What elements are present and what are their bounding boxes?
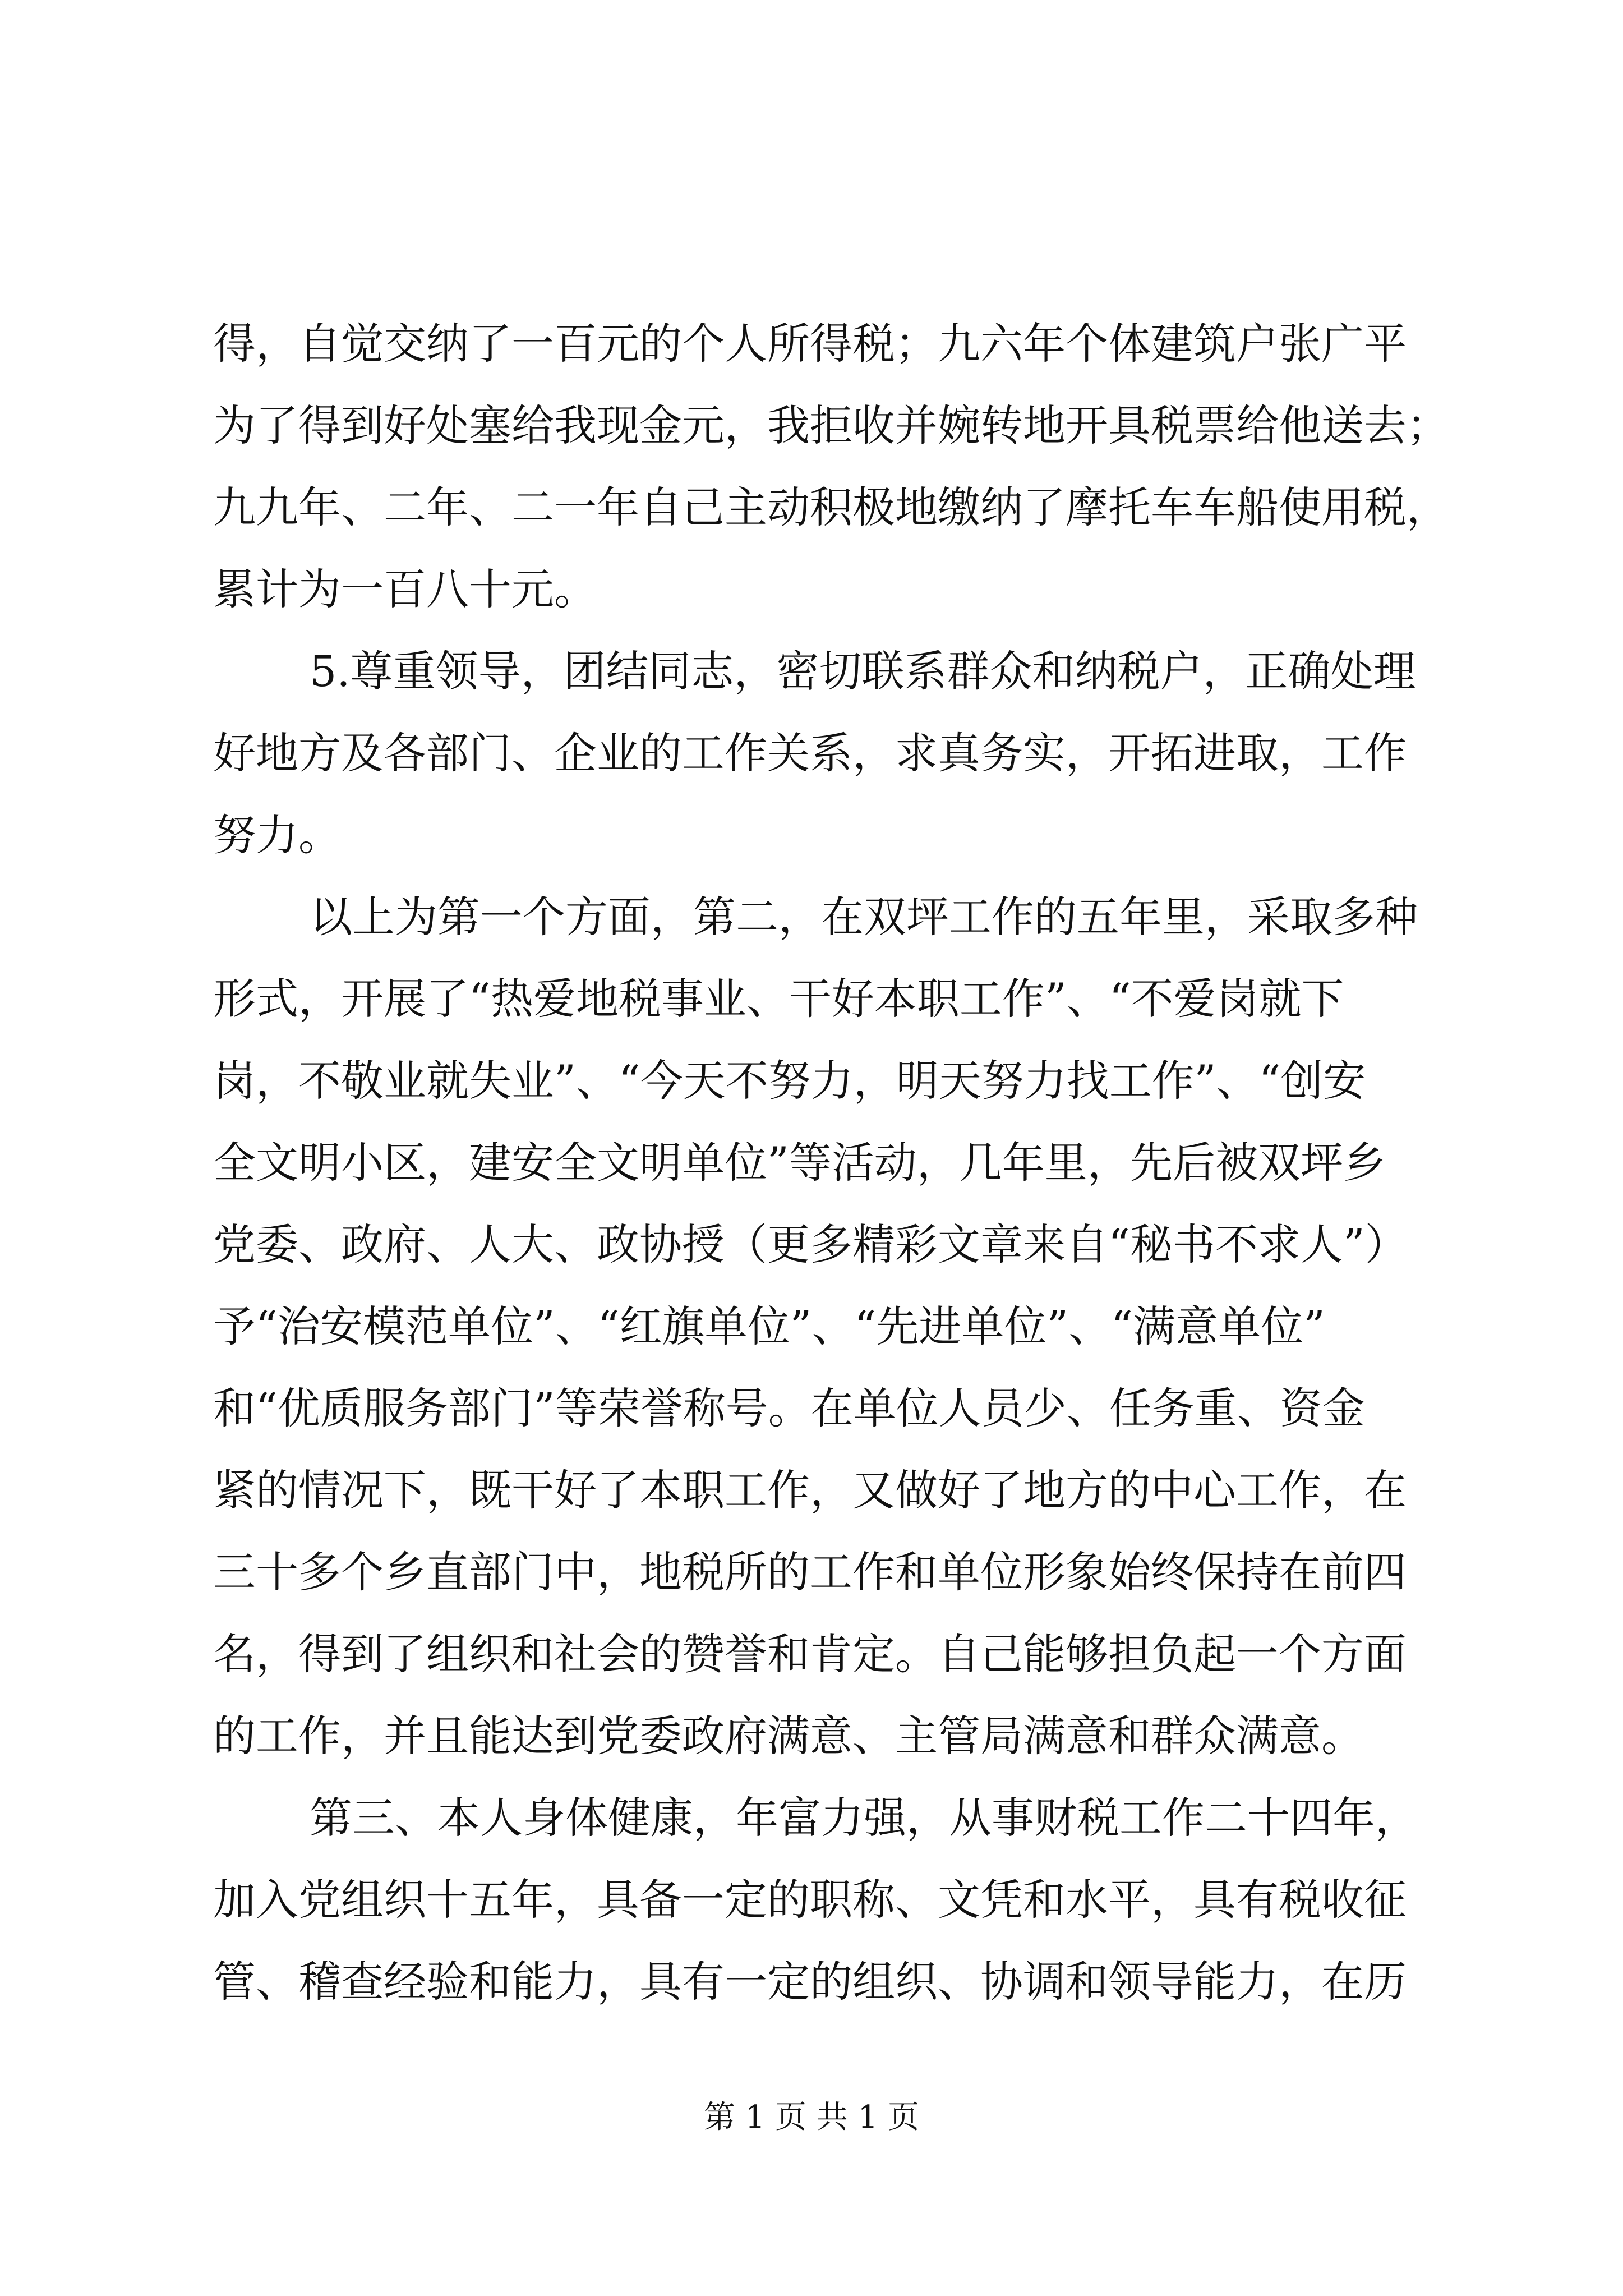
- text-line: 得，自觉交纳了一百元的个人所得税；九六年个体建筑户张广平: [213, 319, 1407, 369]
- paragraph-start-line: 以上为第一个方面，第二，在双坪工作的五年里，采取多种: [310, 892, 1418, 942]
- paragraph-start-line: 5.尊重领导，团结同志，密切联系群众和纳税户，正确处理: [310, 646, 1416, 696]
- page-number-footer: 第 1 页 共 1 页: [703, 2099, 920, 2136]
- text-line: 好地方及各部门、企业的工作关系，求真务实，开拓进取，工作: [213, 728, 1407, 778]
- text-line: 三十多个乡直部门中，地税所的工作和单位形象始终保持在前四: [213, 1547, 1407, 1597]
- text-line: 紧的情况下，既干好了本职工作，又做好了地方的中心工作，在: [213, 1465, 1407, 1515]
- text-line: 为了得到好处塞给我现金元，我拒收并婉转地开具税票给他送去；: [213, 401, 1449, 450]
- paragraph-start-line: 第三、本人身体健康，年富力强，从事财税工作二十四年，: [310, 1793, 1418, 1843]
- text-line: 努力。: [213, 810, 341, 860]
- text-line: 的工作，并且能达到党委政府满意、主管局满意和群众满意。: [213, 1711, 1364, 1761]
- text-line: 和“优质服务部门”等荣誉称号。在单位人员少、任务重、资金: [213, 1383, 1365, 1433]
- text-line: 岗，不敬业就失业”、“今天不努力，明天努力找工作”、“创安: [213, 1056, 1366, 1106]
- text-line: 累计为一百八十元。: [213, 564, 597, 614]
- text-line: 全文明小区，建安全文明单位”等活动，几年里，先后被双坪乡: [213, 1138, 1386, 1188]
- text-line: 予“治安模范单位”、“红旗单位”、“先进单位”、“满意单位”: [213, 1301, 1325, 1351]
- document-body: [213, 303, 1449, 2023]
- text-line: 加入党组织十五年，具备一定的职称、文凭和水平，具有税收征: [213, 1875, 1407, 1925]
- text-line: 党委、政府、人大、政协授（更多精彩文章来自“秘书不求人”）: [213, 1220, 1408, 1269]
- text-line: 名，得到了组织和社会的赞誉和肯定。自己能够担负起一个方面: [213, 1629, 1407, 1679]
- text-line: 九九年、二年、二一年自己主动积极地缴纳了摩托车车船使用税，: [213, 482, 1449, 532]
- text-line: 管、稽查经验和能力，具有一定的组织、协调和领导能力，在历: [213, 1957, 1407, 2007]
- text-line: 形式，开展了“热爱地税事业、干好本职工作”、“不爱岗就下: [213, 974, 1344, 1024]
